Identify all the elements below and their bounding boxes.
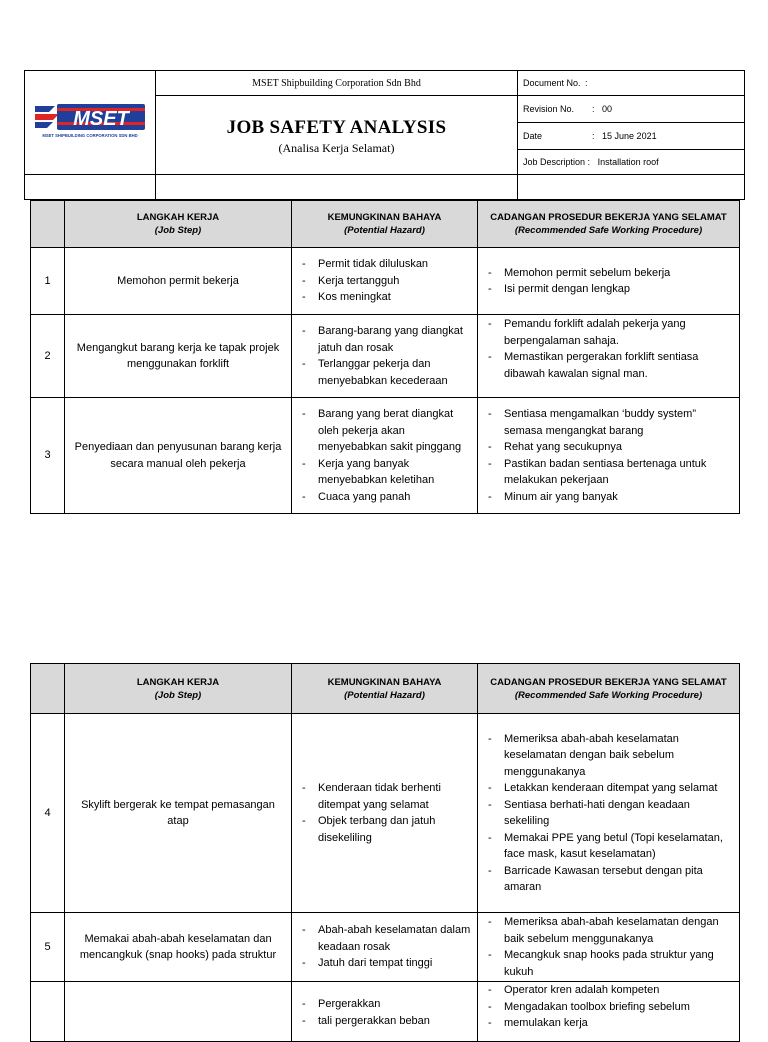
jsa-table-2: [30, 663, 740, 1042]
list-item: - Kerja yang banyak menyebabkan keletihan: [296, 456, 473, 489]
list-item: - Sentiasa mengamalkan ‘buddy system” semasa mengangkat barang: [482, 406, 735, 439]
table-row: [31, 913, 740, 982]
list-item: - Kenderaan tidak berhenti ditempat yang selamat: [296, 780, 473, 813]
list-item: - Mecangkuk snap hooks pada struktur yang kukuh: [482, 947, 735, 980]
list-item: - Mengadakan toolbox briefing sebelum: [482, 999, 735, 1016]
list-item: - Pastikan badan sentiasa bertenaga untuk melakukan pekerjaan: [482, 456, 735, 489]
list-item: - tali pergerakkan beban: [296, 1013, 473, 1030]
table-header-row: [31, 201, 740, 248]
row-number: 2: [31, 315, 65, 398]
hazard-cell: [292, 398, 478, 514]
row-number: 4: [31, 714, 65, 913]
list-item: - Sentiasa berhati-hati dengan keadaan sekeliling: [482, 797, 735, 830]
col-header-hazard: KEMUNGKINAN BAHAYA (Potential Hazard): [292, 201, 478, 248]
list-item: - Memeriksa abah-abah keselamatan keselamatan dengan baik sebelum menggunakanya: [482, 731, 735, 781]
procedure-cell: [478, 714, 740, 913]
list-item: - Cuaca yang panah: [296, 489, 473, 506]
table-row: [31, 714, 740, 913]
list-item: - Minum air yang banyak: [482, 489, 735, 506]
list-item: - Barang yang berat diangkat oleh pekerja akan menyebabkan sakit pinggang: [296, 406, 473, 456]
list-item: - Terlanggar pekerja dan menyebabkan kecederaan: [296, 356, 473, 389]
job-step: Skylift bergerak ke tempat pemasangan atap: [65, 714, 292, 913]
list-item: - Kos meningkat: [296, 289, 473, 306]
meta-date: Date : 15 June 2021: [518, 123, 745, 150]
job-step: Penyediaan dan penyusunan barang kerja secara manual oleh pekerja: [65, 398, 292, 514]
col-header-procedure: CADANGAN PROSEDUR BEKERJA YANG SELAMAT (Recommended Safe Working Procedure): [478, 664, 740, 714]
list-item: - memulakan kerja: [482, 1015, 735, 1032]
hazard-cell: [292, 248, 478, 315]
blank-cell: [518, 175, 745, 200]
procedure-cell: [478, 248, 740, 315]
procedure-cell: [478, 913, 740, 982]
job-step: Memakai abah-abah keselamatan dan mencangkuk (snap hooks) pada struktur: [65, 913, 292, 982]
list-item: - Operator kren adalah kompeten: [482, 982, 735, 999]
hazard-cell: [292, 714, 478, 913]
row-number: 3: [31, 398, 65, 514]
col-header-hazard: KEMUNGKINAN BAHAYA (Potential Hazard): [292, 664, 478, 714]
blank-cell: [25, 175, 156, 200]
meta-job-description: Job Description : Installation roof: [518, 150, 745, 175]
list-item: - Memohon permit sebelum bekerja: [482, 265, 735, 282]
list-item: - Barricade Kawasan tersebut dengan pita amaran: [482, 863, 735, 896]
list-item: - Memakai PPE yang betul (Topi keselamatan, face mask, kasut keselamatan): [482, 830, 735, 863]
list-item: - Kerja tertangguh: [296, 273, 473, 290]
blank-cell: [156, 175, 518, 200]
col-header-no: [31, 664, 65, 714]
row-number: [31, 982, 65, 1042]
list-item: - Objek terbang dan jatuh disekeliling: [296, 813, 473, 846]
job-step: [65, 982, 292, 1042]
jsa-table-1: [30, 200, 740, 514]
hazard-cell: [292, 913, 478, 982]
list-item: - Memeriksa abah-abah keselamatan dengan baik sebelum menggunakanya: [482, 914, 735, 947]
list-item: - Rehat yang secukupnya: [482, 439, 735, 456]
document-title: JOB SAFETY ANALYSIS: [226, 116, 447, 138]
hazard-cell: [292, 982, 478, 1042]
procedure-cell: [478, 982, 740, 1042]
procedure-cell: [478, 398, 740, 514]
col-header-step: LANGKAH KERJA (Job Step): [65, 201, 292, 248]
document-subtitle: (Analisa Kerja Selamat): [278, 140, 395, 155]
logo-cell: [25, 71, 156, 175]
document-header: [24, 70, 745, 200]
col-header-no: [31, 201, 65, 248]
list-item: - Pemandu forklift adalah pekerja yang berpengalaman sahaja.: [482, 316, 735, 349]
list-item: - Permit tidak diluluskan: [296, 256, 473, 273]
col-header-procedure: CADANGAN PROSEDUR BEKERJA YANG SELAMAT (Recommended Safe Working Procedure): [478, 201, 740, 248]
job-step: Mengangkut barang kerja ke tapak projek menggunakan forklift: [65, 315, 292, 398]
list-item: - Isi permit dengan lengkap: [482, 281, 735, 298]
meta-revision-no: Revision No. : 00: [518, 96, 745, 123]
table-header-row: [31, 664, 740, 714]
mset-logo: [33, 100, 147, 140]
list-item: - Letakkan kenderaan ditempat yang selamat: [482, 780, 735, 797]
list-item: - Abah-abah keselamatan dalam keadaan rosak: [296, 922, 473, 955]
logo-tagline: MSET SHIPBUILDING CORPORATION SDN BHD: [42, 133, 138, 138]
company-name: MSET Shipbuilding Corporation Sdn Bhd: [156, 71, 518, 96]
procedure-cell: [478, 315, 740, 398]
list-item: - Memastikan pergerakan forklift sentiasa dibawah kawalan signal man.: [482, 349, 735, 382]
row-number: 5: [31, 913, 65, 982]
table-row: [31, 982, 740, 1042]
job-step: Memohon permit bekerja: [65, 248, 292, 315]
hazard-cell: [292, 315, 478, 398]
col-header-step: LANGKAH KERJA (Job Step): [65, 664, 292, 714]
table-row: [31, 315, 740, 398]
list-item: - Jatuh dari tempat tinggi: [296, 955, 473, 972]
meta-document-no: Document No. :: [518, 71, 745, 96]
row-number: 1: [31, 248, 65, 315]
list-item: - Pergerakkan: [296, 996, 473, 1013]
table-row: [31, 248, 740, 315]
list-item: - Barang-barang yang diangkat jatuh dan rosak: [296, 323, 473, 356]
logo-wordmark: MSET: [73, 108, 129, 130]
title-cell: [156, 96, 518, 175]
table-row: [31, 398, 740, 514]
